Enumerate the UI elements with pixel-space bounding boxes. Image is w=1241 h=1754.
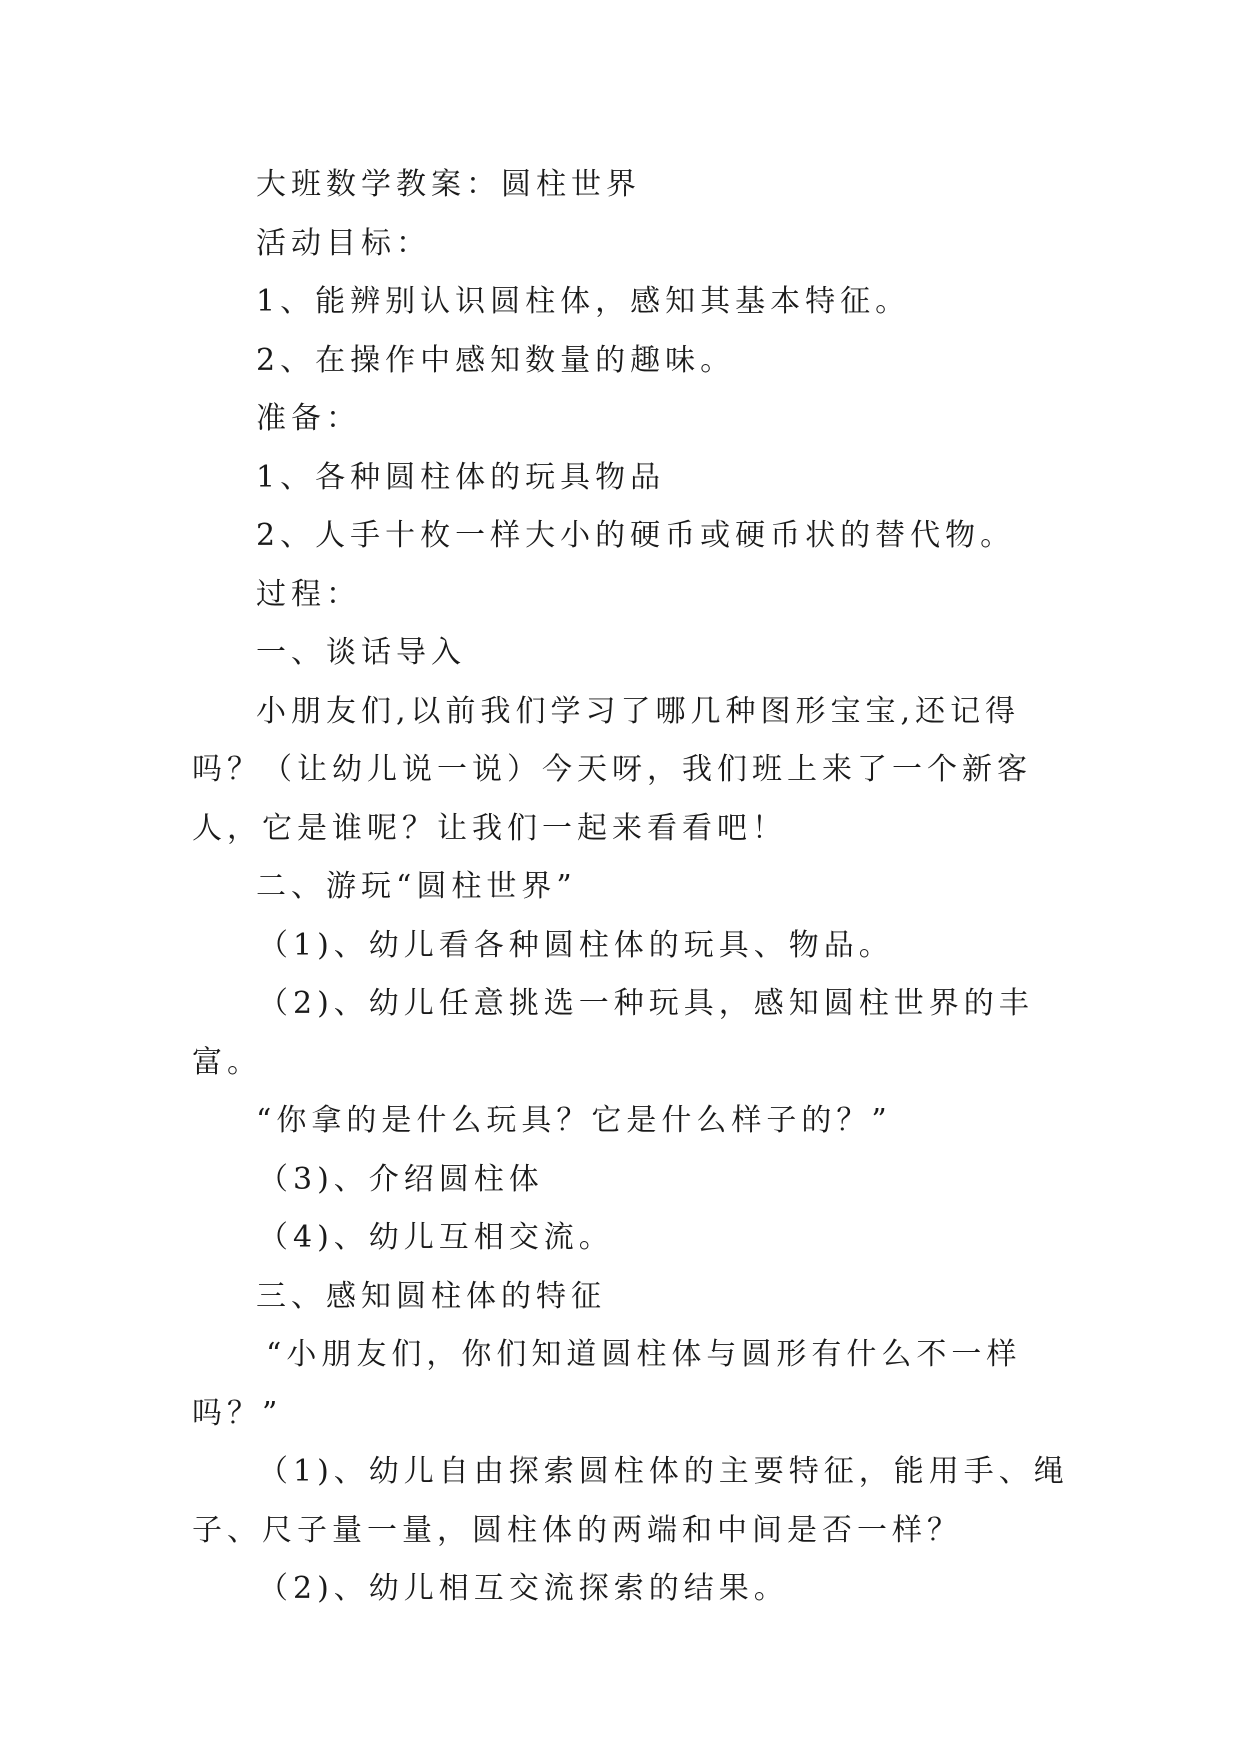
process-substep: （4)、幼儿互相交流。 — [258, 1220, 614, 1255]
body-paragraph: 小朋友们,以前我们学习了哪几种图形宝宝,还记得吗？（让幼儿说一说）今天呀，我们班上来了一个新客人，它是谁呢？让我们一起来看看吧！ — [192, 693, 1032, 846]
section-heading-objectives: 活动目标： — [256, 225, 431, 261]
preparation-item: 2、人手十枚一样大小的硬币或硬币状的替代物。 — [256, 518, 1016, 553]
section-heading-preparation: 准备： — [256, 401, 361, 436]
section-heading-process: 过程： — [256, 576, 361, 612]
objective-item: 2、在操作中感知数量的趣味。 — [256, 342, 736, 378]
process-step-heading: 三、感知圆柱体的特征 — [256, 1278, 606, 1314]
process-step-heading: 一、谈话导入 — [256, 635, 466, 670]
process-substep: （2)、幼儿任意挑选一种玩具，感知圆柱世界的丰富。 — [192, 986, 1034, 1080]
process-substep: （1)、幼儿自由探索圆柱体的主要特征，能用手、绳子、尺子量一量，圆柱体的两端和中间是否一样？ — [192, 1454, 1069, 1548]
quoted-question: “你拿的是什么玩具？它是什么样子的？” — [256, 1103, 892, 1138]
process-step-heading: 二、游玩“圆柱世界” — [256, 869, 577, 904]
process-substep: （3)、介绍圆柱体 — [258, 1161, 544, 1197]
quoted-question: “小朋友们，你们知道圆柱体与圆形有什么不一样吗？” — [192, 1337, 1022, 1431]
objective-item: 1、能辨别认识圆柱体，感知其基本特征。 — [256, 284, 911, 319]
process-substep: （2)、幼儿相互交流探索的结果。 — [258, 1571, 789, 1606]
document-body — [192, 156, 1072, 1619]
process-substep: （1)、幼儿看各种圆柱体的玩具、物品。 — [258, 927, 894, 963]
preparation-item: 1、各种圆柱体的玩具物品 — [256, 459, 666, 495]
document-title: 大班数学教案：圆柱世界 — [256, 167, 641, 202]
